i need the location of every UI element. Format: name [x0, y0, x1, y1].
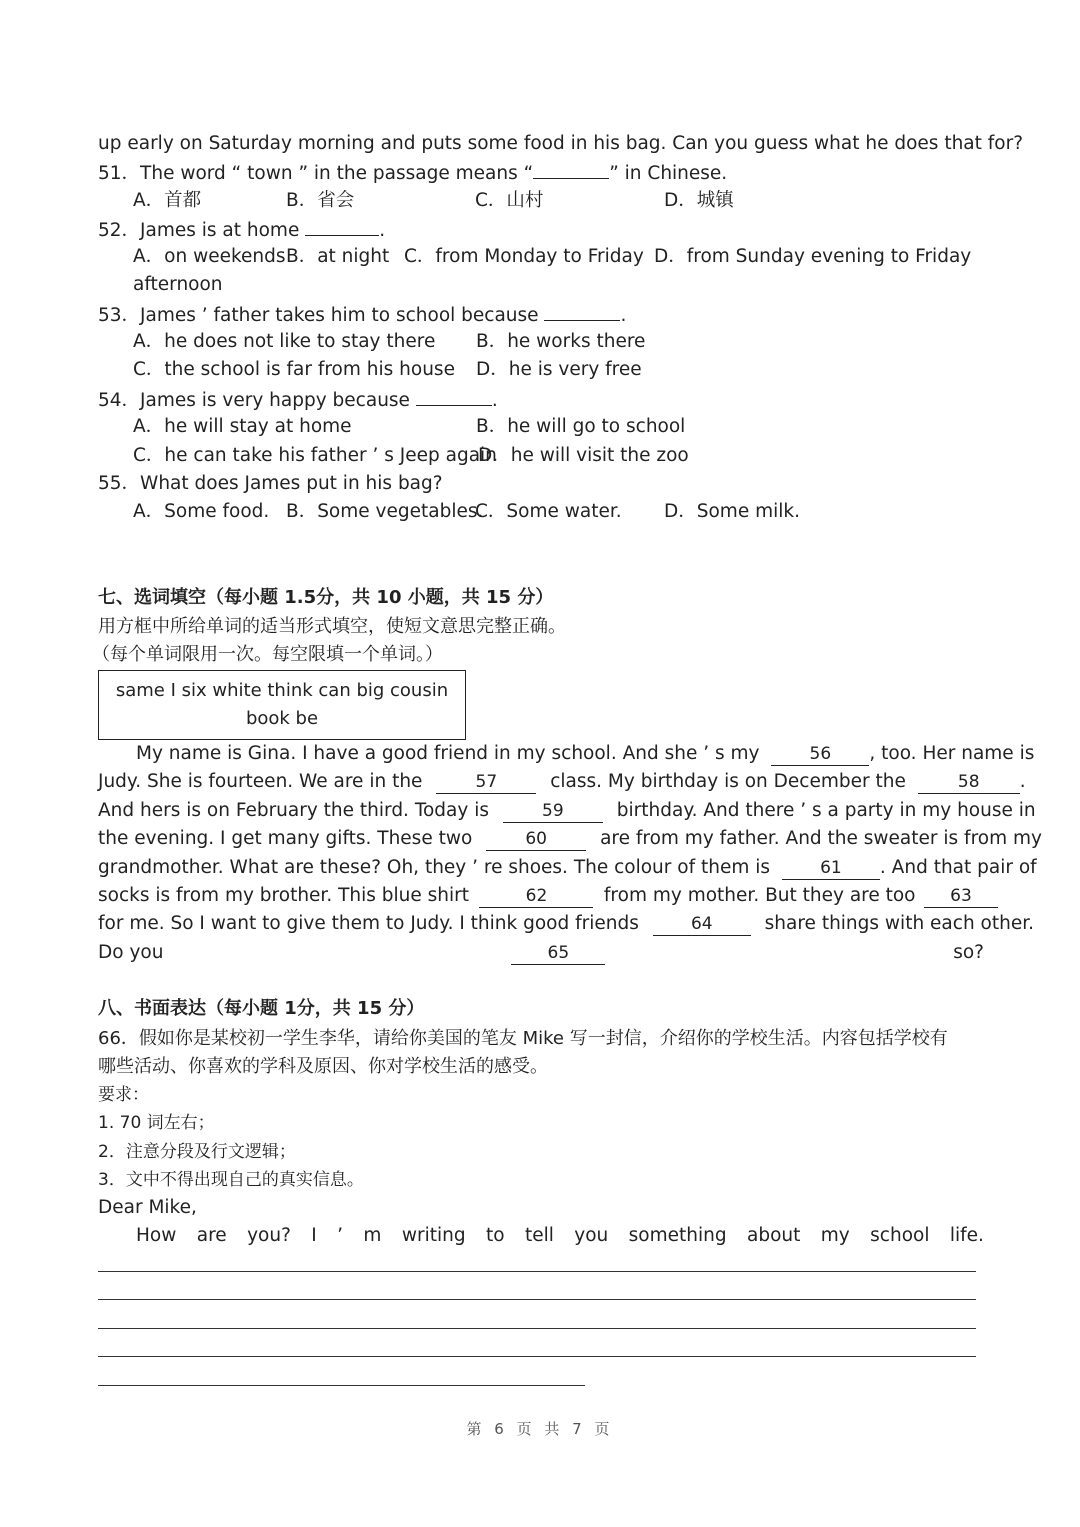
opening-word: something [628, 1225, 727, 1246]
q55-options [133, 498, 1003, 526]
section-7-note: （每个单词限用一次。每空限填一个单词。） [92, 644, 443, 665]
opening-word: you? [247, 1225, 291, 1246]
requirement-1: 1. 70 词左右； [98, 1113, 215, 1133]
q51-answer-blank[interactable] [533, 158, 609, 179]
q54-stem-end: . [491, 390, 498, 411]
section-7-title: 七、选词填空（每小题 1.5分，共 10 小题，共 15 分） [98, 587, 554, 608]
q66-prompt-line-1: 66．假如你是某校初一学生李华，请给你美国的笔友 Mike 写一封信，介绍你的学校生活。内容包括学校有 [98, 1028, 948, 1049]
q54-stem: 54．James is very happy because [98, 390, 410, 411]
requirement-3: 3．文中不得出现自己的真实信息。 [98, 1170, 364, 1190]
page-number-footer: 第 6 页 共 7 页 [466, 1420, 614, 1438]
blank-59[interactable]: 59 [503, 800, 603, 823]
opening-word: my [820, 1225, 850, 1246]
q51-options [133, 187, 1003, 215]
opening-word: about [747, 1225, 801, 1246]
q53-answer-blank[interactable] [544, 300, 620, 321]
blank-57[interactable]: 57 [436, 771, 536, 794]
q54-option-c[interactable]: C．he can take his father ’ s Jeep again [133, 445, 497, 466]
q53-options-row2 [133, 356, 1003, 384]
blank-56[interactable]: 56 [771, 743, 869, 766]
q55-option-b[interactable]: B．Some vegetables. [286, 501, 484, 522]
passage-text: My name is Gina. I have a good friend in my school. And she ’ s my [136, 743, 760, 764]
intro-line: up early on Saturday morning and puts some food in his bag. Can you guess what he does that for? [98, 133, 1024, 154]
passage-text: . [1019, 771, 1026, 792]
opening-word: m [363, 1225, 382, 1246]
q55-option-a[interactable]: A．Some food. [133, 501, 270, 522]
q52-option-d[interactable]: D．from Sunday evening to Friday [654, 246, 972, 267]
word-bank-line-2: book be [245, 708, 319, 729]
passage-text: grandmother. What are these? Oh, they ’ re shoes. The colour of them is [98, 857, 771, 878]
passage-line-4 [98, 825, 1042, 853]
opening-word: tell [524, 1225, 554, 1246]
passage-line-6 [98, 882, 998, 910]
q53-option-d[interactable]: D．he is very free [476, 359, 642, 380]
passage-text: from my mother. But they are too [603, 885, 916, 906]
q51-option-b[interactable]: B．省会 [286, 190, 355, 211]
passage-text: are from my father. And the sweater is from my [600, 828, 1042, 849]
q52-answer-blank[interactable] [305, 215, 379, 236]
writing-line[interactable] [98, 1299, 976, 1300]
q53-option-b[interactable]: B．he works there [476, 331, 646, 352]
passage-line-1 [98, 740, 1035, 768]
section-7-instruction: 用方框中所给单词的适当形式填空，使短文意思完整正确。 [98, 616, 566, 637]
opening-word: writing [401, 1225, 466, 1246]
q51-option-a[interactable]: A．首都 [133, 190, 202, 211]
opening-word: you [574, 1225, 609, 1246]
passage-text: Do you [98, 942, 164, 963]
q52-stem: 52．James is at home [98, 220, 300, 241]
writing-line[interactable] [98, 1356, 976, 1357]
blank-60[interactable]: 60 [486, 828, 586, 851]
word-bank-line-1: same I six white think can big cousin [115, 680, 449, 701]
q53-options-row1 [133, 328, 1003, 356]
q51-stem: 51．The word “ town ” in the passage means “ [98, 163, 534, 184]
blank-64[interactable]: 64 [653, 913, 751, 936]
writing-line[interactable] [98, 1271, 976, 1272]
q53-stem-end: . [620, 305, 627, 326]
q54-answer-blank[interactable] [416, 385, 492, 406]
q51-option-c[interactable]: C．山村 [475, 190, 544, 211]
q53-option-c[interactable]: C．the school is far from his house [133, 359, 455, 380]
passage-line-5 [98, 854, 1037, 882]
passage-text: for me. So I want to give them to Judy. I think good friends [98, 913, 639, 934]
question-51 [98, 158, 727, 186]
q54-option-a[interactable]: A．he will stay at home [133, 416, 352, 437]
q52-option-d-continued: afternoon [133, 274, 223, 295]
writing-line[interactable] [98, 1328, 976, 1329]
q54-options-row1 [133, 413, 1003, 441]
writing-line[interactable] [98, 1385, 585, 1386]
opening-word: to [485, 1225, 505, 1246]
q53-option-a[interactable]: A．he does not like to stay there [133, 331, 436, 352]
passage-text: . And that pair of [879, 857, 1037, 878]
passage-line-7 [98, 910, 1035, 938]
passage-text: so? [953, 942, 984, 963]
passage-text: the evening. I get many gifts. These two [98, 828, 473, 849]
passage-text: class. My birthday is on December the [550, 771, 906, 792]
passage-line-2 [98, 768, 1026, 796]
requirement-2: 2．注意分段及行文逻辑； [98, 1142, 296, 1162]
q51-stem-end: ” in Chinese. [609, 163, 728, 184]
question-55: 55．What does James put in his bag? [98, 473, 443, 494]
blank-63[interactable]: 63 [924, 885, 998, 908]
q54-option-d[interactable]: D．he will visit the zoo [478, 445, 689, 466]
passage-text: Judy. She is fourteen. We are in the [98, 771, 423, 792]
q53-stem: 53．James ’ father takes him to school because [98, 305, 539, 326]
q52-option-b[interactable]: B．at night [286, 246, 390, 267]
section-8-title: 八、书面表达（每小题 1分，共 15 分） [98, 998, 425, 1019]
requirements-title: 要求： [98, 1085, 149, 1105]
question-53 [98, 300, 626, 328]
opening-word: I [311, 1225, 317, 1246]
word-bank-box [98, 670, 466, 740]
blank-65[interactable]: 65 [511, 942, 605, 965]
passage-text: And hers is on February the third. Today is [98, 800, 489, 821]
q54-options-row2 [133, 442, 1003, 470]
question-54 [98, 385, 498, 413]
passage-text: birthday. And there ’ s a party in my house in [616, 800, 1036, 821]
q52-options [133, 243, 1003, 271]
blank-62[interactable]: 62 [479, 885, 593, 908]
passage-text: socks is from my brother. This blue shirt [98, 885, 470, 906]
q52-option-c[interactable]: C．from Monday to Friday [404, 246, 644, 267]
opening-word: life. [949, 1225, 984, 1246]
opening-word: ’ [337, 1225, 344, 1246]
blank-58[interactable]: 58 [918, 771, 1020, 794]
passage-line-3 [98, 797, 1036, 825]
passage-text: share things with each other. [764, 913, 1035, 934]
opening-word: How [136, 1225, 177, 1246]
blank-61[interactable]: 61 [782, 857, 880, 880]
passage-text: , too. Her name is [869, 743, 1035, 764]
question-52 [98, 215, 385, 243]
opening-word: school [870, 1225, 930, 1246]
q54-option-b[interactable]: B．he will go to school [476, 416, 686, 437]
q52-stem-end: . [379, 220, 386, 241]
q55-option-c[interactable]: C．Some water. [475, 501, 622, 522]
letter-opening-line [98, 1222, 984, 1250]
q52-option-a[interactable]: A．on weekends [133, 246, 286, 267]
opening-word: are [196, 1225, 227, 1246]
q55-option-d[interactable]: D．Some milk. [664, 501, 800, 522]
q51-option-d[interactable]: D．城镇 [664, 190, 734, 211]
passage-line-8 [98, 939, 984, 967]
q66-prompt-line-2: 哪些活动、你喜欢的学科及原因、你对学校生活的感受。 [98, 1056, 548, 1077]
letter-salutation: Dear Mike, [98, 1197, 197, 1218]
